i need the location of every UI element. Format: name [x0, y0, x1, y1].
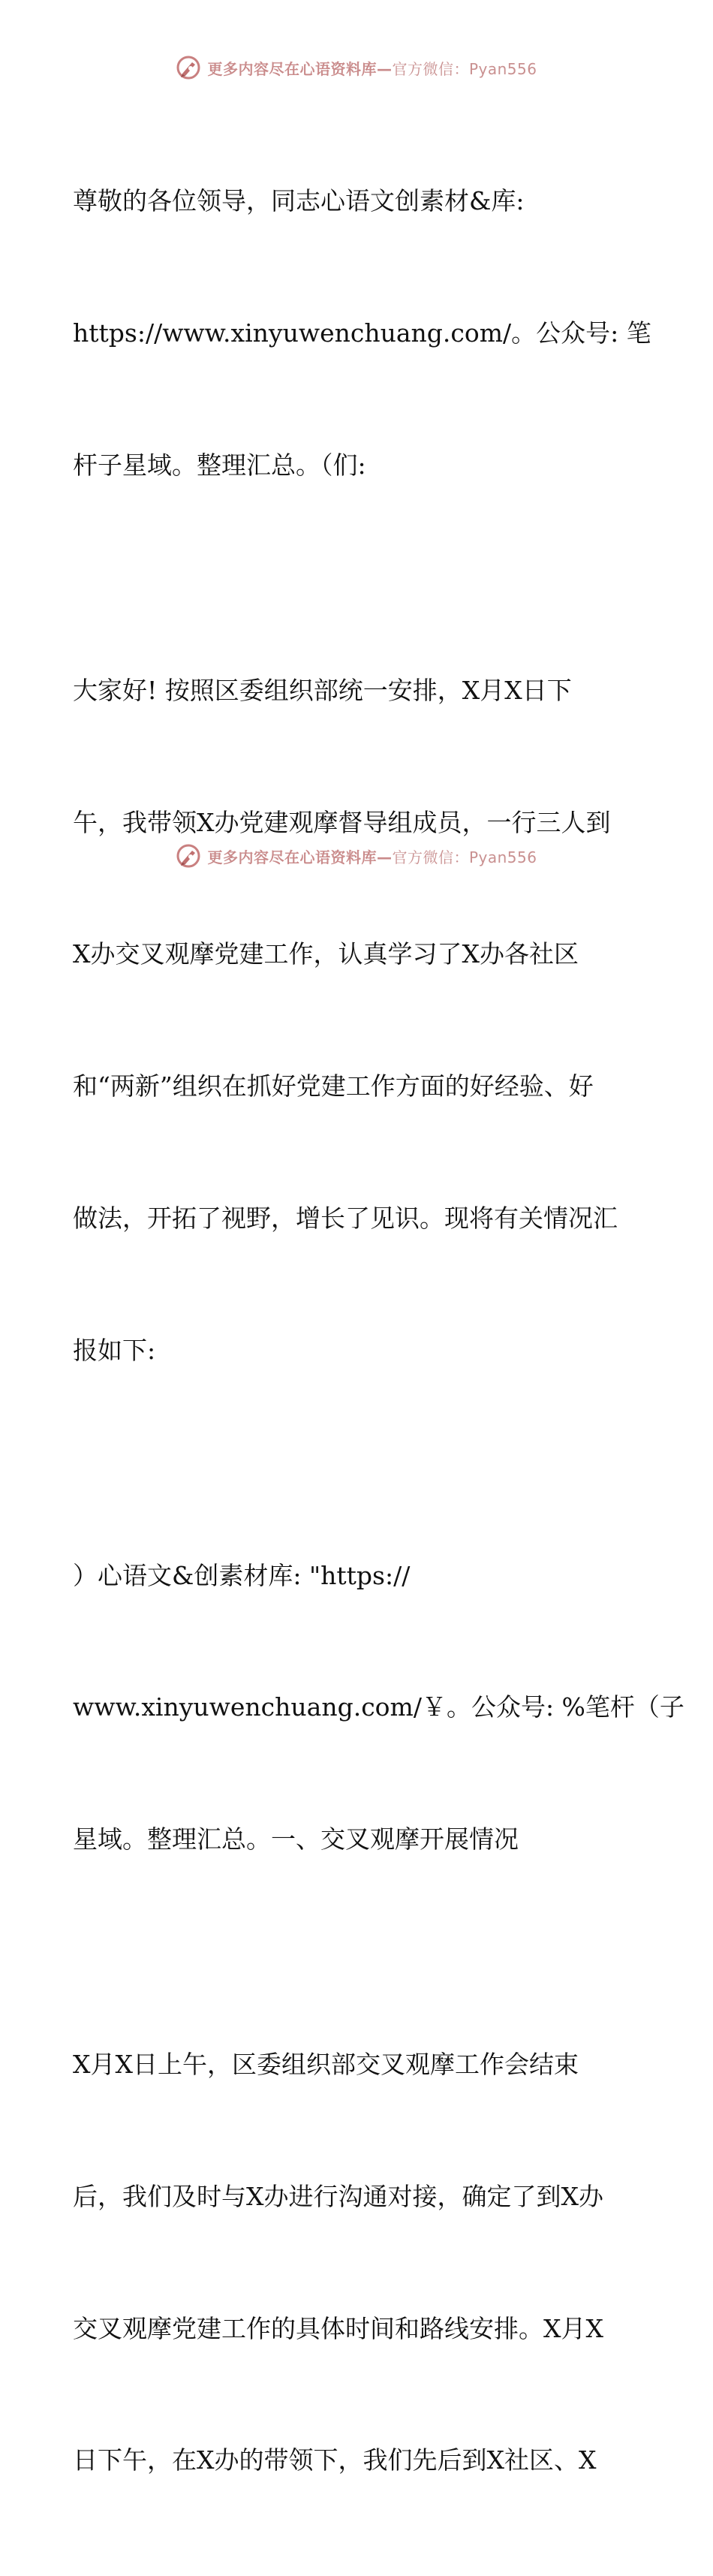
- text-line: 做法，开拓了视野，增长了见识。现将有关情况汇: [73, 1203, 618, 1233]
- header-watermark-contact: 官方微信：Pyan556: [392, 59, 537, 78]
- text-line: X月X日上午，区委组织部交叉观摩工作会结束: [73, 2050, 579, 2080]
- text-line: 尊敬的各位领导，同志心语文创素材&库:: [73, 186, 525, 216]
- pen-logo-icon: [176, 55, 201, 80]
- paragraph-details: [73, 1955, 643, 2571]
- text-line: 报如下:: [73, 1335, 156, 1365]
- text-line: 日下午，在X办的带领下，我们先后到X社区、X: [73, 2445, 597, 2475]
- text-line: 和“两新”组织在抓好党建工作方面的好经验、好: [73, 1071, 594, 1101]
- text-line: 后，我们及时与X办进行沟通对接，确定了到X办: [73, 2181, 603, 2211]
- footer-watermark: [0, 841, 713, 871]
- paragraph-section-heading: [73, 1466, 684, 1950]
- paragraph-salutation: [73, 92, 651, 576]
- text-line: 午，我带领X办党建观摩督导组成员，一行三人到: [73, 807, 611, 837]
- text-line: 星域。整理汇总。一、交叉观摩开展情况: [73, 1824, 519, 1854]
- header-watermark-text: 更多内容尽在心语资料库—: [207, 59, 393, 78]
- footer-watermark-text: 更多内容尽在心语资料库—: [207, 848, 393, 866]
- text-line: 杆子星域。整理汇总。（们:: [73, 450, 366, 480]
- footer-watermark-contact: 官方微信：Pyan556: [392, 848, 537, 866]
- text-line: https://www.xinyuwenchuang.com/。公众号: 笔: [73, 318, 651, 348]
- text-line: X办交叉观摩党建工作，认真学习了X办各社区: [73, 939, 579, 969]
- header-watermark: [0, 53, 713, 83]
- text-line: ）心语文&创素材库: "https://: [73, 1560, 411, 1590]
- document-body: [73, 92, 684, 2576]
- pen-logo-icon: [176, 843, 201, 869]
- text-line: 交叉观摩党建工作的具体时间和路线安排。X月X: [73, 2313, 603, 2343]
- text-line: 大家好! 按照区委组织部统一安排，X月X日下: [73, 675, 572, 705]
- paragraph-intro: [73, 581, 643, 1461]
- text-line: www.xinyuwenchuang.com/￥。公众号: %笔杆（子: [73, 1692, 684, 1722]
